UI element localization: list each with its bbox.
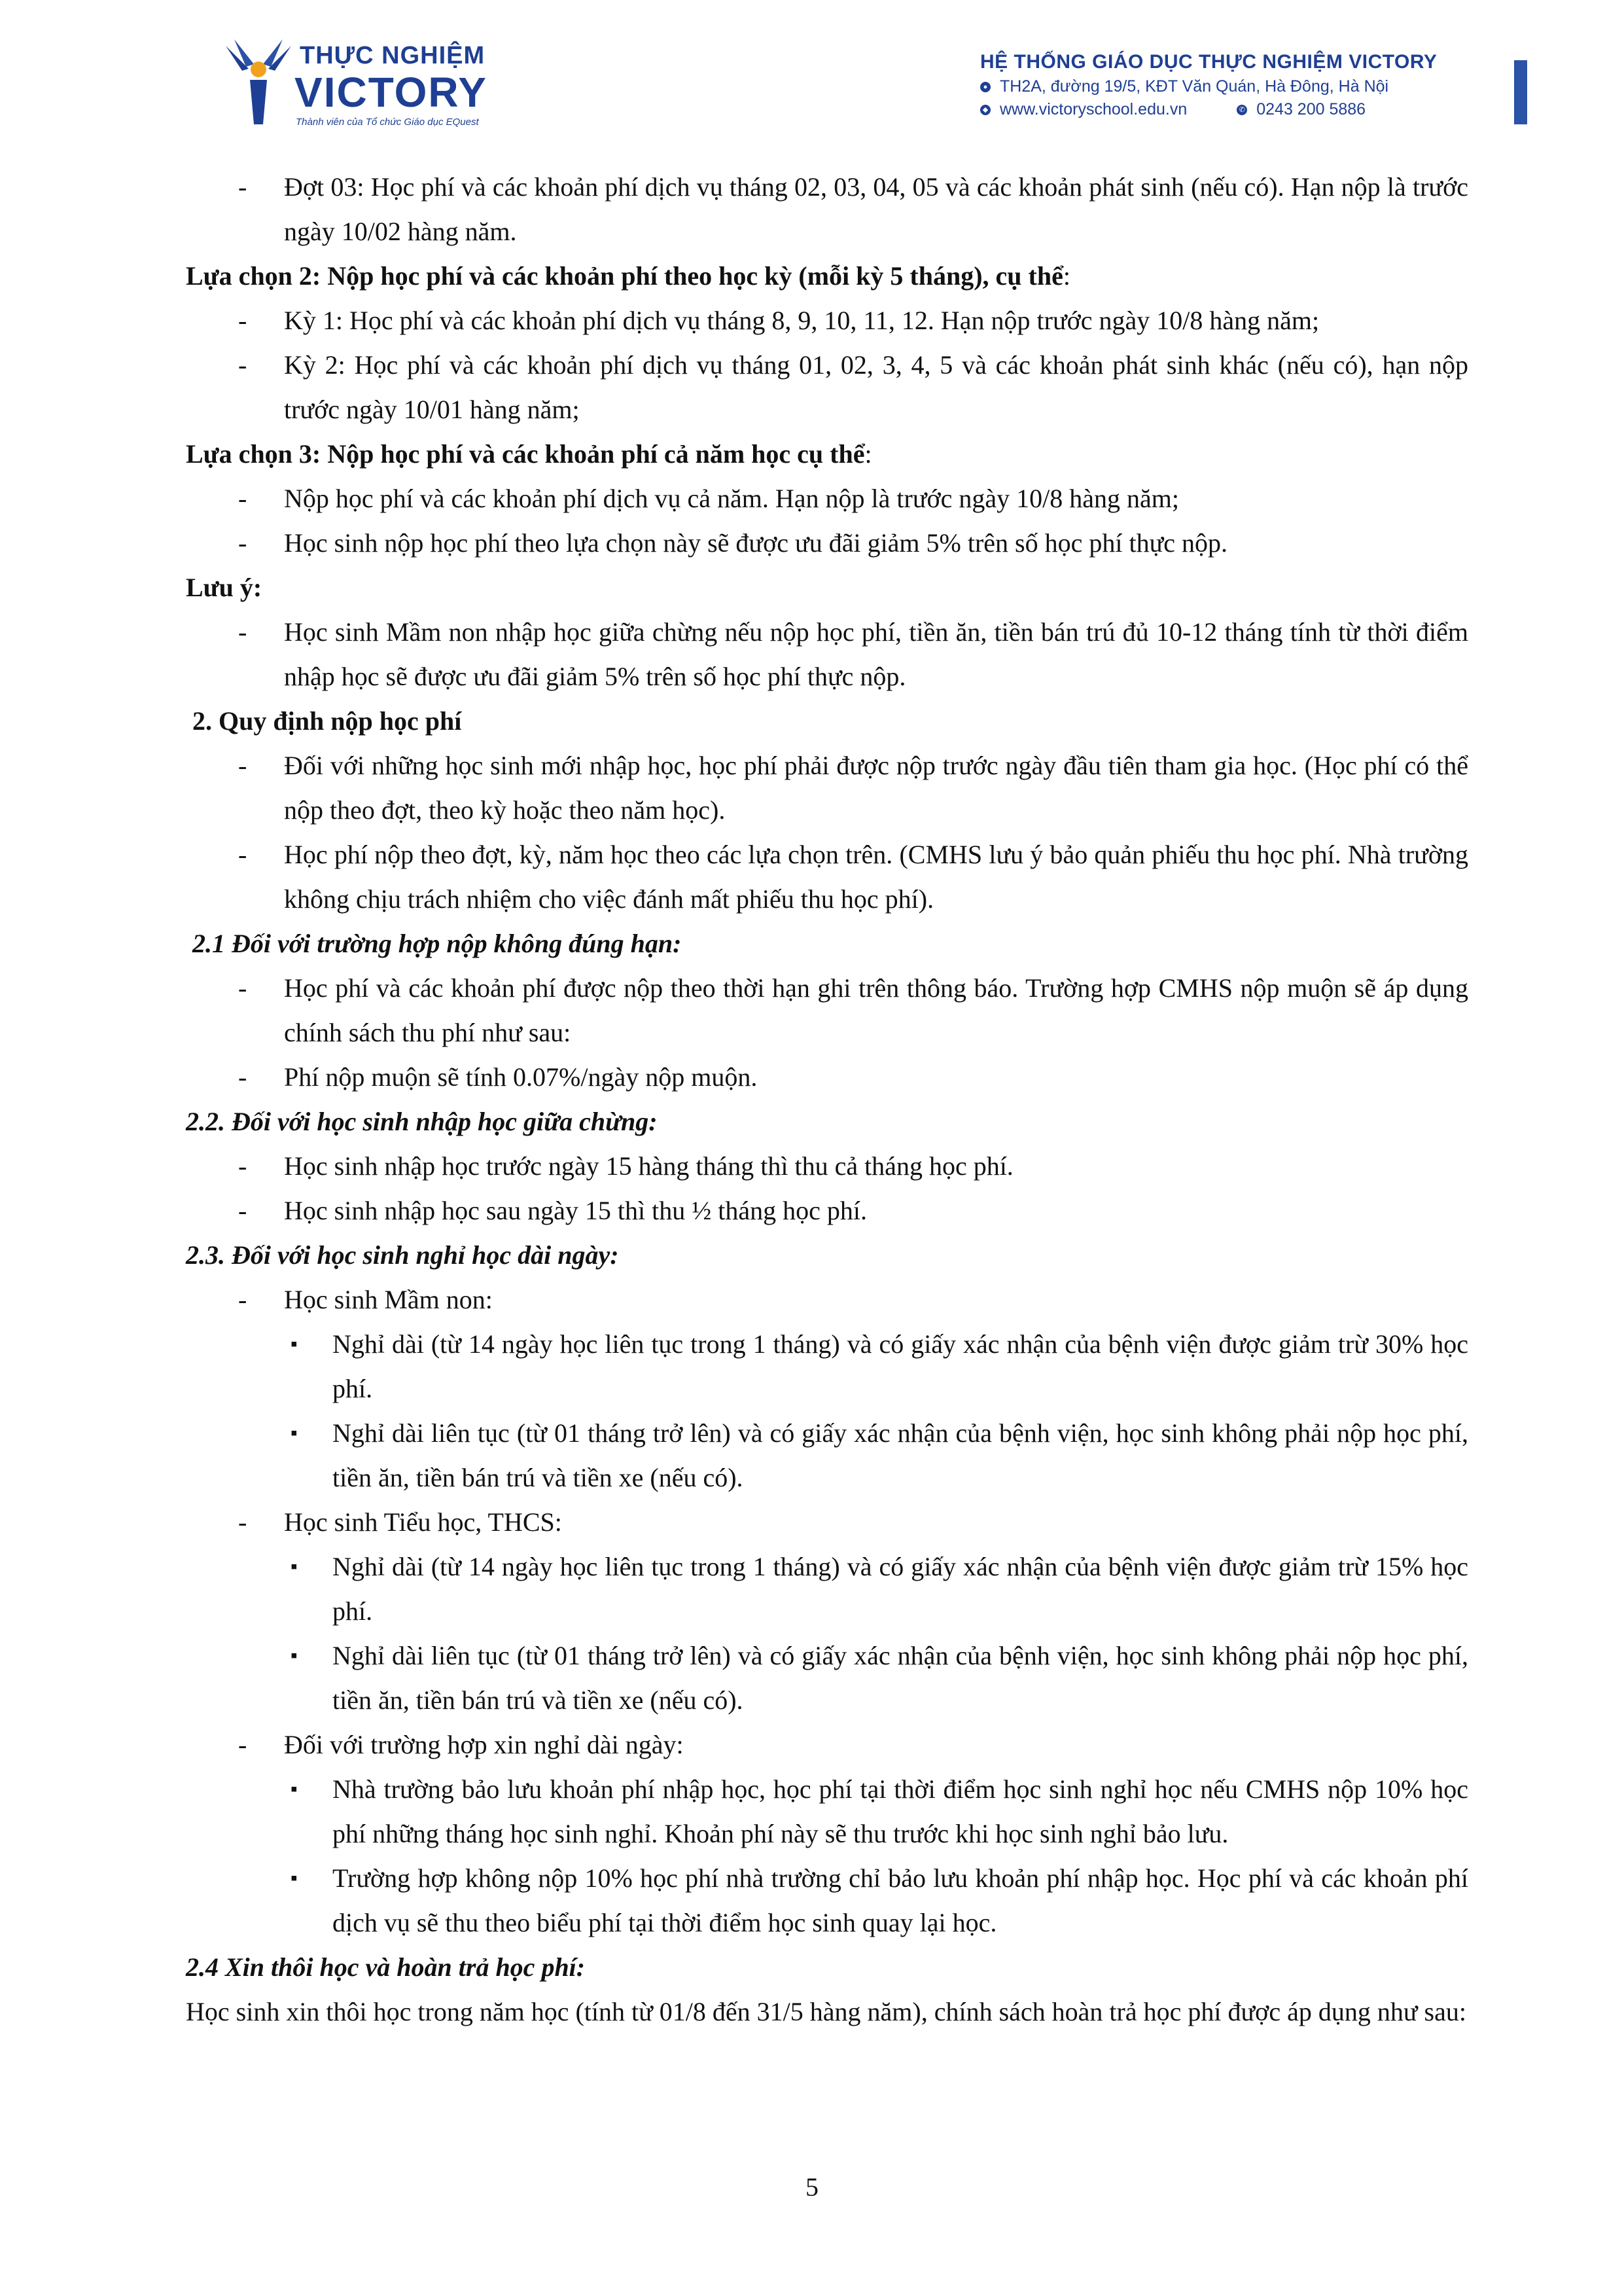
- sub-list-item: ▪ Nghỉ dài liên tục (từ 01 tháng trở lên) và có giấy xác nhận của bệnh viện, học sinh không phải nộp học phí, tiền ăn, tiền bán trú và tiền xe (nếu có).: [186, 1411, 1468, 1500]
- logo-title: THỰC NGHIỆM: [300, 42, 485, 69]
- list-item: - Học sinh Mầm non nhập học giữa chừng nếu nộp học phí, tiền ăn, tiền bán trú đủ 10-12 tháng tính từ thời điểm nhập học sẽ được ưu đãi giảm 5% trên số học phí thực nộp.: [186, 610, 1468, 699]
- logo-brand: VICTORY: [294, 69, 487, 116]
- phone-group: [1237, 100, 1366, 119]
- logo-tagline: Thành viên của Tổ chức Giáo dục EQuest: [296, 117, 479, 128]
- section-2-1-heading: 2.1 Đối với trường hợp nộp không đúng hạn:: [192, 929, 682, 958]
- system-name: HỆ THỐNG GIÁO DỤC THỰC NGHIỆM VICTORY: [980, 51, 1438, 73]
- sub-list-item: ▪ Nghỉ dài (từ 14 ngày học liên tục trong 1 tháng) và có giấy xác nhận của bệnh viện được giảm trừ 30% học phí.: [186, 1322, 1468, 1411]
- list-item: - Kỳ 1: Học phí và các khoản phí dịch vụ tháng 8, 9, 10, 11, 12. Hạn nộp trước ngày 10/8 hàng năm;: [186, 298, 1468, 343]
- header-accent-bar: [1514, 60, 1527, 124]
- header-contact: [980, 51, 1491, 119]
- logo-figure-icon: [222, 39, 294, 128]
- section-2-3-heading: 2.3. Đối với học sinh nghỉ học dài ngày:: [186, 1240, 619, 1270]
- section-2-heading: 2. Quy định nộp học phí: [192, 706, 462, 736]
- sub-list-item: ▪ Trường hợp không nộp 10% học phí nhà trường chỉ bảo lưu khoản phí nhập học. Học phí và các khoản phí dịch vụ sẽ thu theo biểu phí tại thời điểm học sinh quay lại học.: [186, 1856, 1468, 1945]
- group-label: - Đối với trường hợp xin nghỉ dài ngày:: [186, 1723, 1468, 1767]
- option3-heading: Lựa chọn 3: Nộp học phí và các khoản phí cả năm học cụ thể:: [186, 439, 872, 469]
- list-item: - Kỳ 2: Học phí và các khoản phí dịch vụ tháng 01, 02, 3, 4, 5 và các khoản phát sinh khác (nếu có), hạn nộp trước ngày 10/01 hàng năm;: [186, 343, 1468, 432]
- location-icon: ●: [980, 82, 991, 92]
- list-item: - Học phí nộp theo đợt, kỳ, năm học theo các lựa chọn trên. (CMHS lưu ý bảo quản phiếu thu học phí. Nhà trường không chịu trách nhiệm cho việc đánh mất phiếu thu học phí).: [186, 833, 1468, 922]
- phone-text: 0243 200 5886: [1256, 100, 1366, 118]
- sub-list-item: ▪ Nghỉ dài (từ 14 ngày học liên tục trong 1 tháng) và có giấy xác nhận của bệnh viện được giảm trừ 15% học phí.: [186, 1545, 1468, 1634]
- option2-heading: Lựa chọn 2: Nộp học phí và các khoản phí theo học kỳ (mỗi kỳ 5 tháng), cụ thể:: [186, 261, 1070, 291]
- contact-line: [980, 100, 1491, 119]
- list-item: - Nộp học phí và các khoản phí dịch vụ cả năm. Hạn nộp là trước ngày 10/8 hàng năm;: [186, 476, 1468, 521]
- list-item: - Học sinh nộp học phí theo lựa chọn này sẽ được ưu đãi giảm 5% trên số học phí thực nộp.: [186, 521, 1468, 565]
- group-label: - Học sinh Mầm non:: [186, 1278, 1468, 1322]
- list-item: - Đợt 03: Học phí và các khoản phí dịch vụ tháng 02, 03, 04, 05 và các khoản phát sinh (nếu có). Hạn nộp là trước ngày 10/02 hàng năm.: [186, 165, 1468, 254]
- list-item: - Đối với những học sinh mới nhập học, học phí phải được nộp trước ngày đầu tiên tham gia học. (Học phí có thể nộp theo đợt, theo kỳ hoặc theo năm học).: [186, 744, 1468, 833]
- list-item: - Học phí và các khoản phí được nộp theo thời hạn ghi trên thông báo. Trường hợp CMHS nộp muộn sẽ áp dụng chính sách thu phí như sau:: [186, 966, 1468, 1055]
- list-item: - Phí nộp muộn sẽ tính 0.07%/ngày nộp muộn.: [186, 1055, 1468, 1100]
- victory-logo: [222, 39, 510, 131]
- address-text: TH2A, đường 19/5, KĐT Văn Quán, Hà Đông, Hà Nội: [1000, 77, 1389, 96]
- sub-list-item: ▪ Nghỉ dài liên tục (từ 01 tháng trở lên) và có giấy xác nhận của bệnh viện, học sinh không phải nộp học phí, tiền ăn, tiền bán trú và tiền xe (nếu có).: [186, 1634, 1468, 1723]
- page-header: [0, 0, 1624, 144]
- website-link[interactable]: www.victoryschool.edu.vn: [1000, 100, 1188, 118]
- address-line: [980, 77, 1491, 96]
- section-2-4-heading: 2.4 Xin thôi học và hoàn trả học phí:: [186, 1952, 586, 1982]
- list-item: - Học sinh nhập học sau ngày 15 thì thu ½ tháng học phí.: [186, 1189, 1468, 1233]
- globe-icon: ◆: [980, 105, 991, 115]
- phone-icon: ✆: [1237, 105, 1247, 115]
- paragraph: Học sinh xin thôi học trong năm học (tính từ 01/8 đến 31/5 hàng năm), chính sách hoàn trả học phí được áp dụng như sau:: [186, 1997, 1466, 2026]
- document-body: [186, 165, 1468, 2034]
- page-number: 5: [805, 2172, 819, 2202]
- note-heading: Lưu ý:: [186, 573, 262, 602]
- group-label: - Học sinh Tiểu học, THCS:: [186, 1500, 1468, 1545]
- sub-list-item: ▪ Nhà trường bảo lưu khoản phí nhập học, học phí tại thời điểm học sinh nghỉ học nếu CMHS nộp 10% học phí những tháng học sinh nghỉ. Khoản phí này sẽ thu trước khi học sinh nghỉ bảo lưu.: [186, 1767, 1468, 1856]
- list-item: - Học sinh nhập học trước ngày 15 hàng tháng thì thu cả tháng học phí.: [186, 1144, 1468, 1189]
- section-2-2-heading: 2.2. Đối với học sinh nhập học giữa chừng:: [186, 1107, 658, 1136]
